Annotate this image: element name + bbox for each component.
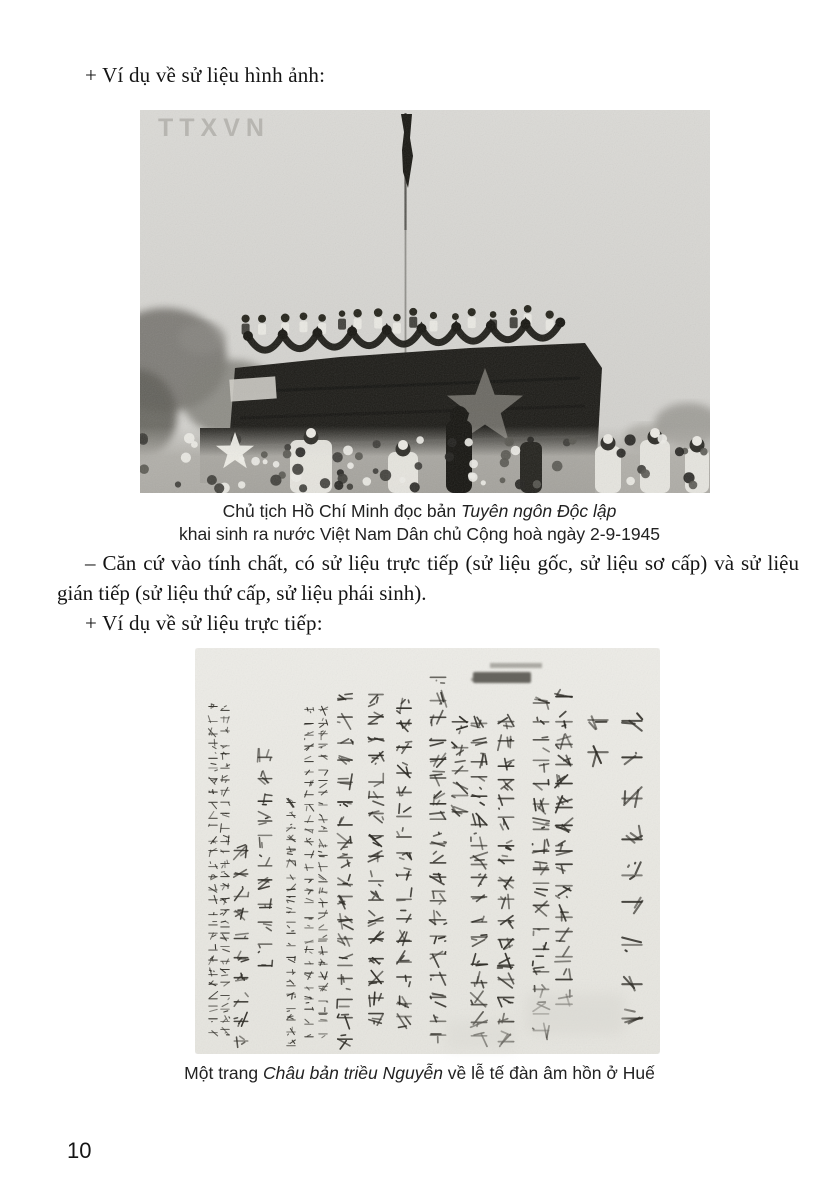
heading-example-direct: + Ví dụ về sử liệu trực tiếp: — [85, 611, 323, 635]
seal-mark — [473, 672, 531, 683]
photo-caption-line1 — [0, 500, 839, 523]
photo-caption-pre: Chủ tịch Hồ Chí Minh đọc bản — [222, 501, 461, 521]
manuscript-caption-pre: Một trang — [184, 1063, 263, 1083]
photo-caption — [0, 500, 839, 545]
photo-caption-title: Tuyên ngôn Độc lập — [460, 501, 617, 521]
manuscript-caption — [0, 1062, 839, 1085]
photo-caption-line2: khai sinh ra nước Việt Nam Dân chủ Cộng hoà ngày 2-9-1945 — [178, 523, 661, 544]
manuscript-chau-ban — [195, 648, 660, 1054]
photo-illustration — [140, 110, 710, 493]
photo-ba-dinh-ceremony — [140, 110, 710, 493]
bleedthrough-mark — [525, 993, 625, 1035]
paragraph-classification: – Căn cứ vào tính chất, có sử liệu trực tiếp (sử liệu gốc, sử liệu sơ cấp) và sử liệu gián tiếp (sử liệu thứ cấp, sử liệu phái sinh). — [57, 551, 799, 605]
bleedthrough-mark — [445, 1020, 515, 1050]
page-number: 10 — [67, 1138, 92, 1163]
manuscript-caption-title: Châu bản triều Nguyễn — [262, 1063, 443, 1083]
heading-example-image: + Ví dụ về sử liệu hình ảnh: — [85, 63, 326, 87]
manuscript-caption-post: về lễ tế đàn âm hồn ở Huế — [442, 1063, 655, 1083]
photo-watermark: TTXVN — [158, 114, 270, 142]
